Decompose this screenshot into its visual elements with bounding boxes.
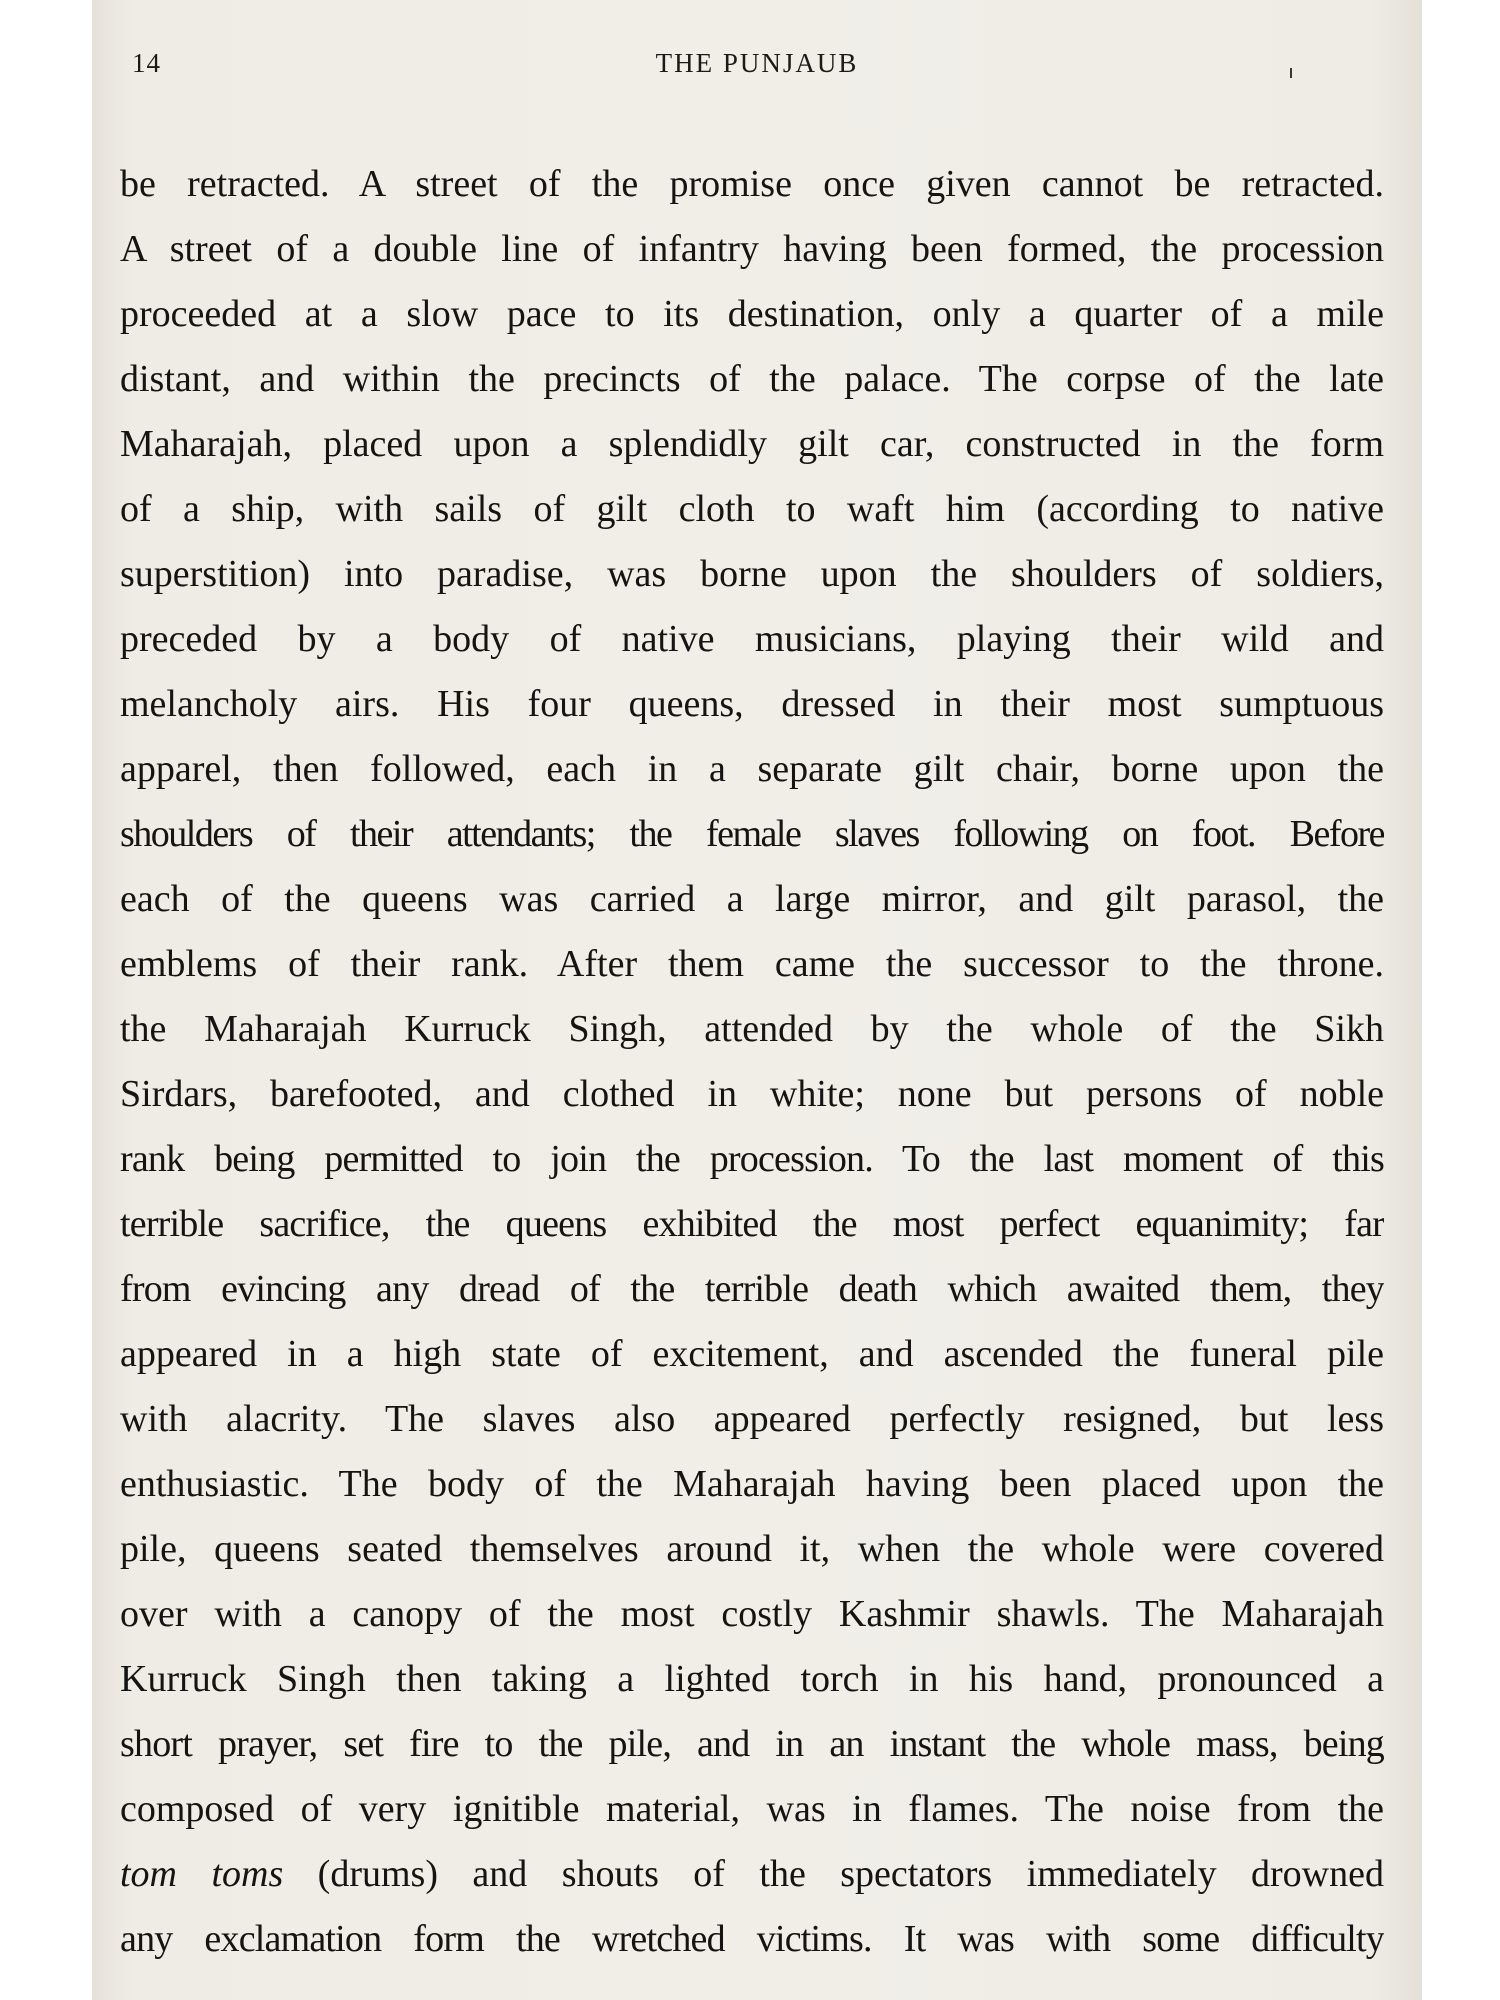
text-line: short prayer, set fire to the pile, and in an instant the whole mass, being xyxy=(120,1723,1384,1765)
text-line-rest: (drums) and shouts of the spectators immediately drowned xyxy=(283,1853,1384,1895)
text-line: A street of a double line of infantry having been formed, the procession xyxy=(120,228,1384,270)
text-line: pile, queens seated themselves around it, when the whole were covered xyxy=(120,1528,1384,1570)
text-line: emblems of their rank. After them came the successor to the throne. xyxy=(120,943,1384,985)
body-text xyxy=(120,152,1384,1972)
running-head: THE PUNJAUB xyxy=(655,48,859,78)
text-line: over with a canopy of the most costly Kashmir shawls. The Maharajah xyxy=(120,1593,1384,1635)
page-header xyxy=(92,48,1422,88)
text-line: each of the queens was carried a large mirror, and gilt parasol, the xyxy=(120,878,1384,920)
text-line: terrible sacrifice, the queens exhibited the most perfect equanimity; far xyxy=(120,1203,1384,1245)
page-number: 14 xyxy=(132,48,161,78)
text-line: enthusiastic. The body of the Maharajah having been placed upon the xyxy=(120,1463,1384,1505)
text-line: Sirdars, barefooted, and clothed in white; none but persons of noble xyxy=(120,1073,1384,1115)
text-line: Maharajah, placed upon a splendidly gilt car, constructed in the form xyxy=(120,423,1384,465)
text-line: apparel, then followed, each in a separate gilt chair, borne upon the xyxy=(120,748,1384,790)
italic-term: tom toms xyxy=(120,1853,284,1895)
text-line: Kurruck Singh then taking a lighted torch in his hand, pronounced a xyxy=(120,1658,1384,1700)
text-line: preceded by a body of native musicians, playing their wild and xyxy=(120,618,1384,660)
text-line: from evincing any dread of the terrible death which awaited them, they xyxy=(120,1268,1384,1310)
text-line: composed of very ignitible material, was in flames. The noise from the xyxy=(120,1788,1384,1830)
text-line: with alacrity. The slaves also appeared perfectly resigned, but less xyxy=(120,1398,1384,1440)
text-line: of a ship, with sails of gilt cloth to waft him (according to native xyxy=(120,488,1384,530)
margin-tick-mark xyxy=(1290,68,1292,78)
text-line: be retracted. A street of the promise once given cannot be retracted. xyxy=(120,163,1384,205)
text-line: the Maharajah Kurruck Singh, attended by the whole of the Sikh xyxy=(120,1008,1384,1050)
text-line: appeared in a high state of excitement, and ascended the funeral pile xyxy=(120,1333,1384,1375)
text-line xyxy=(120,1842,1384,1907)
book-page xyxy=(92,0,1422,2000)
text-line: any exclamation form the wretched victims. It was with some difficulty xyxy=(120,1918,1384,1960)
text-line: shoulders of their attendants; the female slaves following on foot. Before xyxy=(120,813,1384,855)
text-line: proceeded at a slow pace to its destination, only a quarter of a mile xyxy=(120,293,1384,335)
text-line: melancholy airs. His four queens, dressed in their most sumptuous xyxy=(120,683,1384,725)
text-line: rank being permitted to join the procession. To the last moment of this xyxy=(120,1138,1384,1180)
text-line: superstition) into paradise, was borne upon the shoulders of soldiers, xyxy=(120,553,1384,595)
text-line: distant, and within the precincts of the palace. The corpse of the late xyxy=(120,358,1384,400)
